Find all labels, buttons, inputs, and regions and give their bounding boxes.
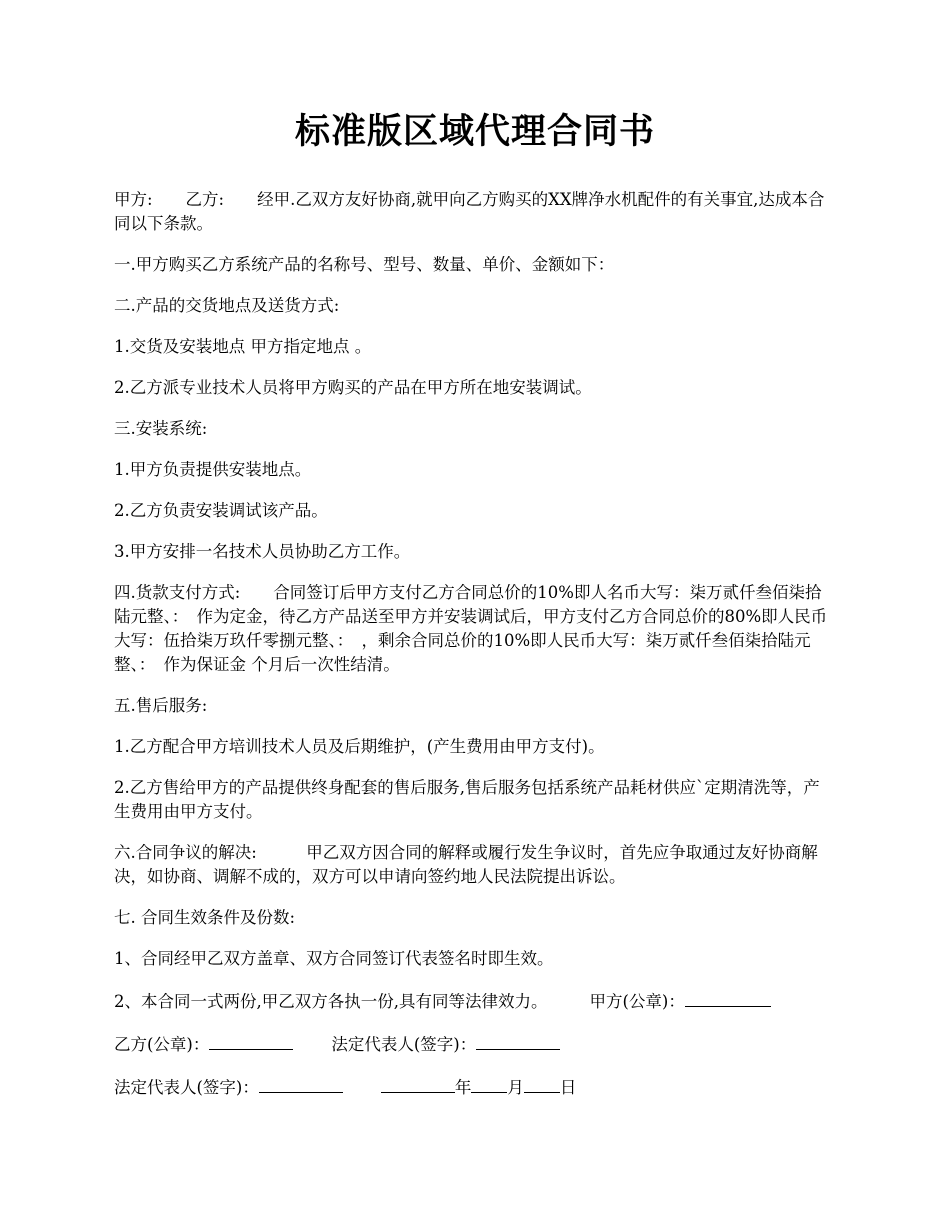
intro-paragraph: 甲方: 乙方: 经甲.乙双方友好协商,就甲向乙方购买的XX牌净水机配件的有关事宜,达成本合同以下条款。 <box>114 190 825 233</box>
section-3-item-1: 1.甲方负责提供安装地点。 <box>114 460 312 479</box>
section-6-dispute: 六.合同争议的解决: 甲乙双方因合同的解释或履行发生争议时，首先应争取通过友好协商解决，如协商、调解不成的，双方可以申请向签约地人民法院提出诉讼。 <box>114 843 818 886</box>
date-day-label: 日 <box>559 1078 577 1097</box>
rep-signature-blank-1 <box>476 1031 560 1050</box>
document-title: 标准版区域代理合同书 <box>294 111 655 152</box>
section-7-heading: 七. 合同生效条件及份数: <box>114 908 296 927</box>
section-1-heading: 一.甲方购买乙方系统产品的名称号、型号、数量、单价、金额如下： <box>114 255 615 274</box>
section-3-item-2: 2.乙方负责安装调试该产品。 <box>114 501 328 520</box>
date-month-label: 月 <box>507 1078 524 1097</box>
date-year-label: 年 <box>454 1078 472 1097</box>
section-5-item-1: 1.乙方配合甲方培训技术人员及后期维护，(产生费用由甲方支付)。 <box>114 737 605 756</box>
party-b-seal-blank <box>209 1031 293 1050</box>
section-5-heading: 五.售后服务: <box>114 696 208 715</box>
date-year-blank <box>381 1074 455 1093</box>
section-2-item-2: 2.乙方派专业技术人员将甲方购买的产品在甲方所在地安装调试。 <box>114 378 592 397</box>
section-7-item-2 <box>114 988 836 1014</box>
section-2-heading: 二.产品的交货地点及送货方式: <box>114 296 340 315</box>
party-b-seal-label: 乙方(公章)： <box>114 1035 210 1054</box>
section-7-item-2-text: 2、本合同一式两份,甲乙双方各执一份,具有同等法律效力。 <box>114 992 548 1011</box>
section-3-heading: 三.安装系统: <box>114 419 208 438</box>
rep-signature-blank-2 <box>259 1074 343 1093</box>
party-a-seal-blank <box>685 988 771 1007</box>
rep-signature-label-2: 法定代表人(签字)： <box>114 1078 259 1097</box>
signature-line-1 <box>114 1031 836 1057</box>
section-3-item-3: 3.甲方安排一名技术人员协助乙方工作。 <box>114 542 411 561</box>
date-month-blank <box>471 1074 507 1093</box>
section-4-payment: 四.货款支付方式: 合同签订后甲方支付乙方合同总价的10%即人名币大写：柒万贰仟叁佰柒拾陆元整、： 作为定金，待乙方产品送至甲方并安装调试后，甲方支付乙方合同总价的80%即人民币大写：伍拾柒万玖仟零捌元整、： ，剩余合同总价的10%即人民币大写：柒万贰仟叁佰柒拾陆元整、： 作为保证金 个月后一次性结清。 <box>114 583 828 674</box>
section-2-item-1: 1.交货及安装地点 甲方指定地点 。 <box>114 337 372 356</box>
section-5-item-2: 2.乙方售给甲方的产品提供终身配套的售后服务,售后服务包括系统产品耗材供应`定期清洗等，产生费用由甲方支付。 <box>114 778 820 821</box>
rep-signature-label-1: 法定代表人(签字)： <box>331 1035 477 1054</box>
section-7-item-1: 1、合同经甲乙双方盖章、双方合同签订代表签名时即生效。 <box>114 949 554 968</box>
date-day-blank <box>524 1074 560 1093</box>
party-a-seal-label: 甲方(公章)： <box>589 992 685 1011</box>
signature-line-2 <box>114 1074 836 1100</box>
